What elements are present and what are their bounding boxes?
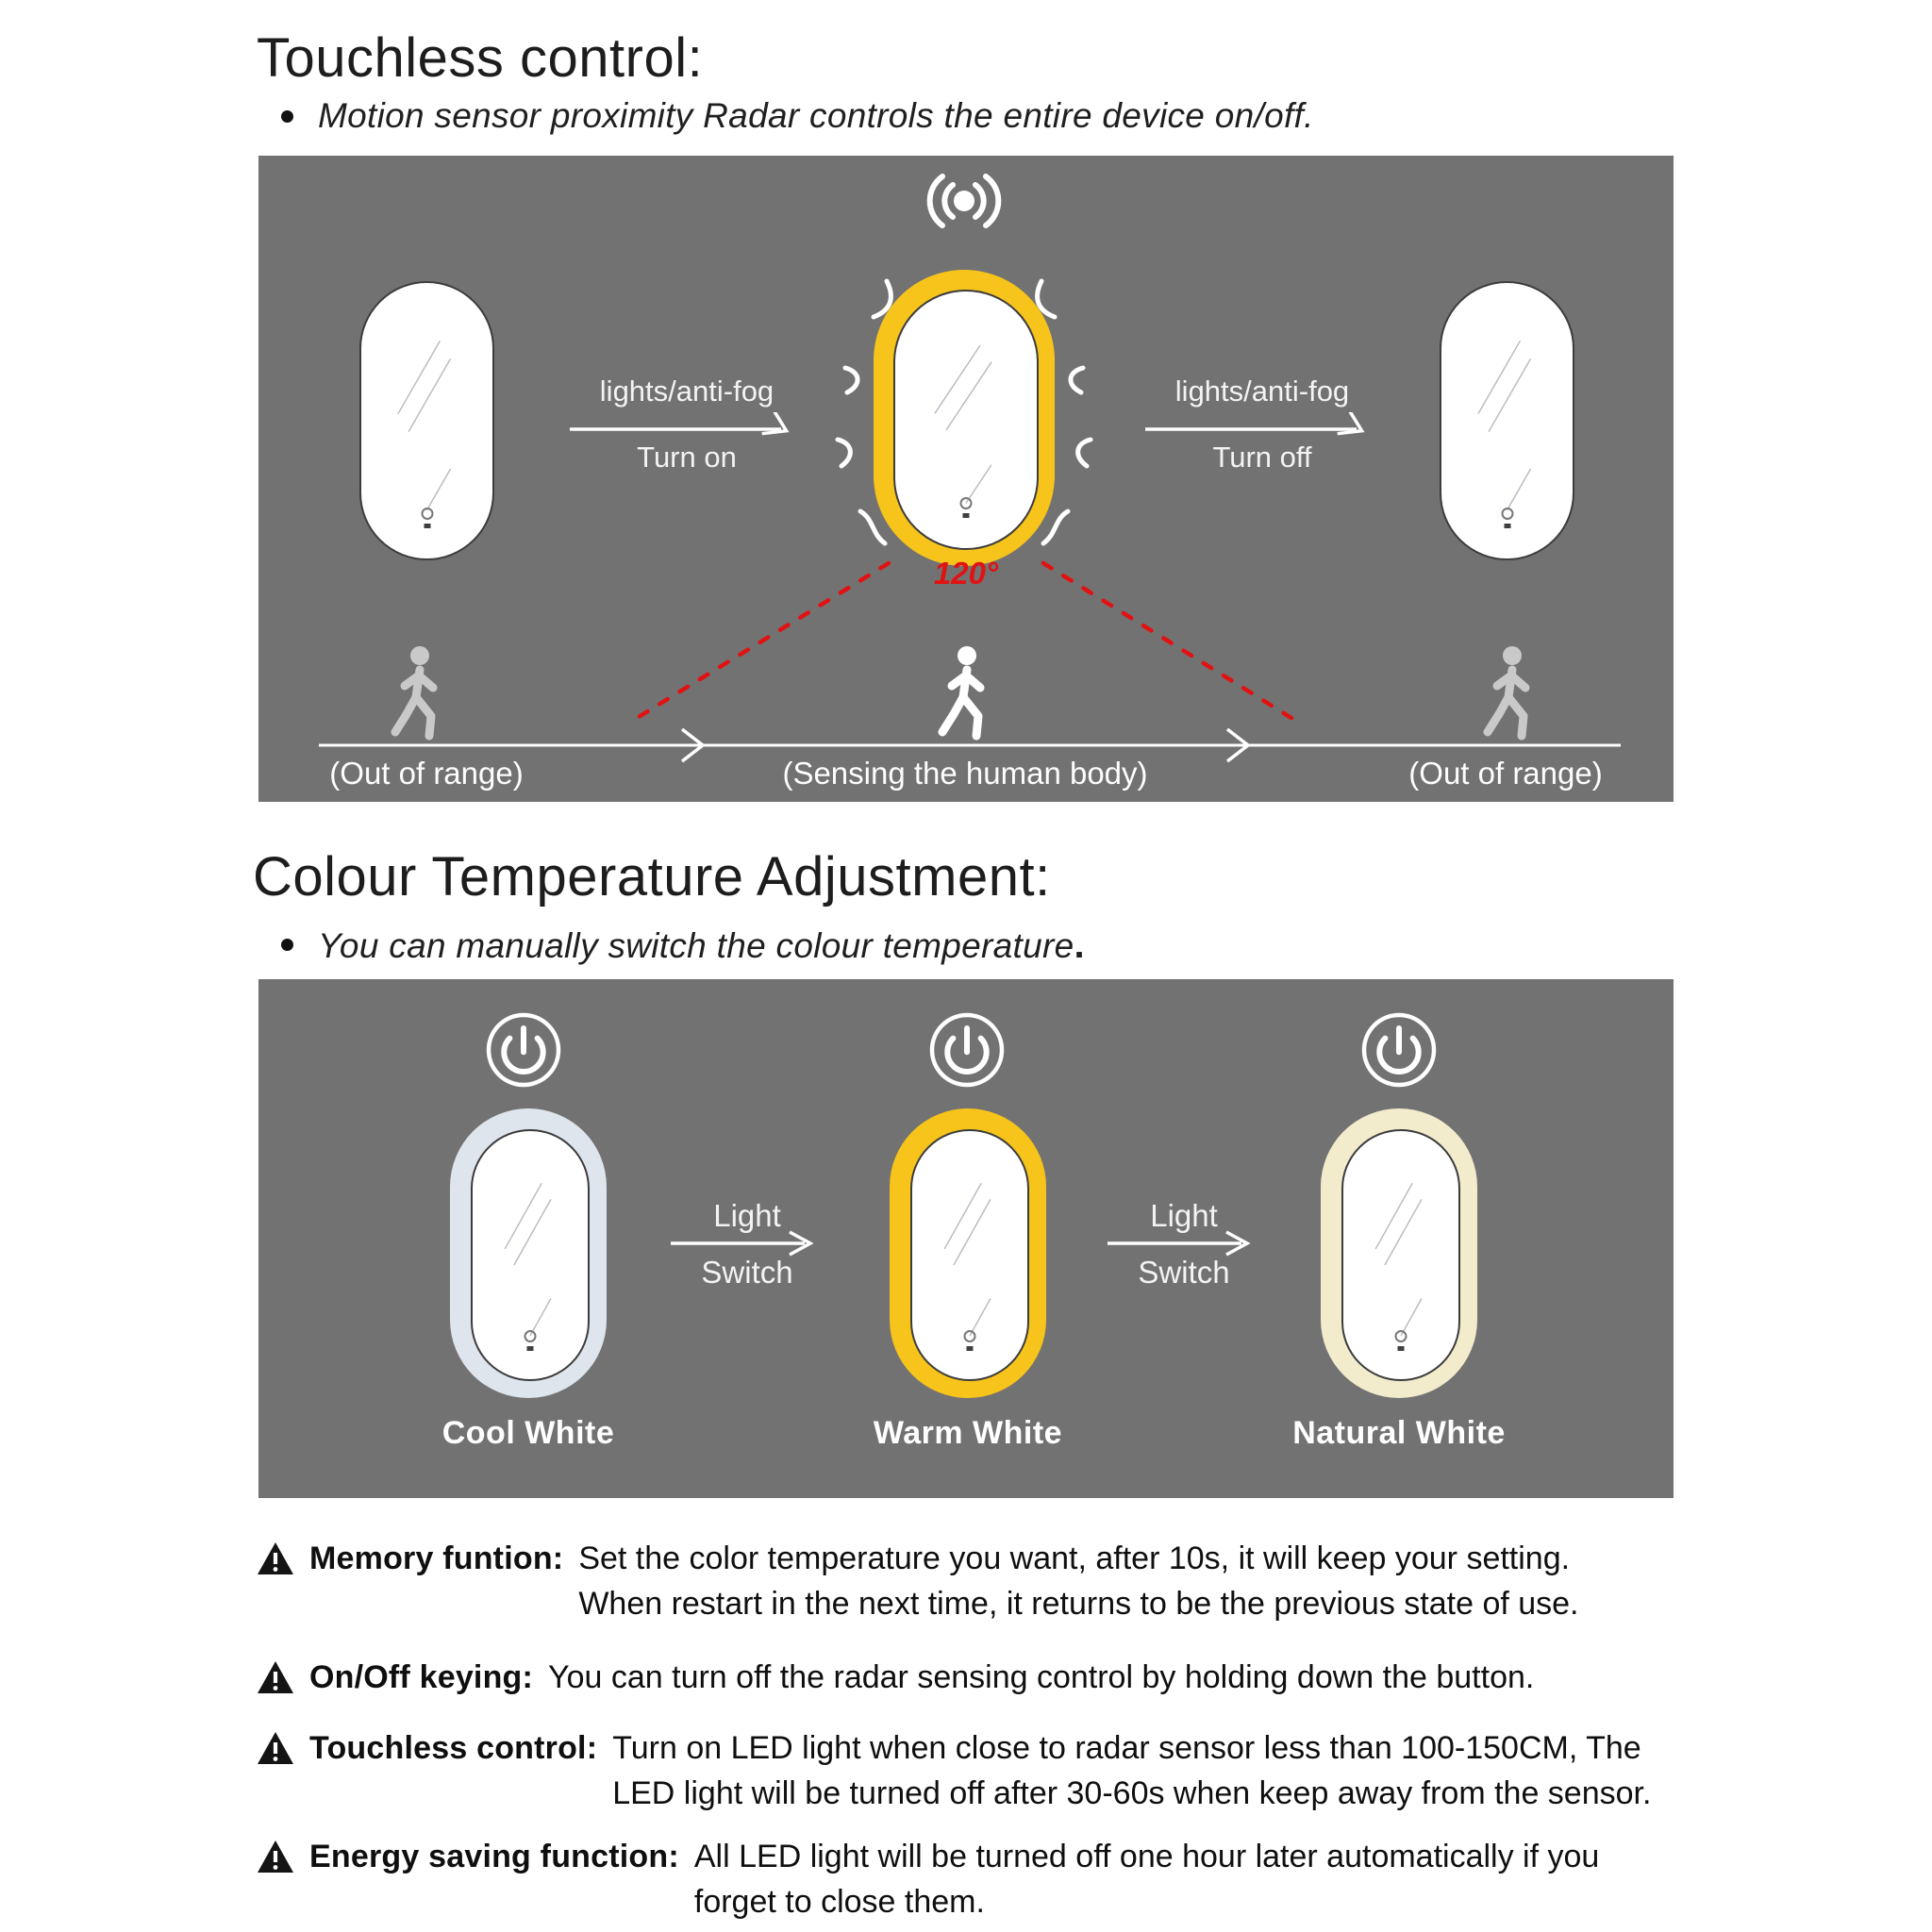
mirror-off-right (1440, 281, 1571, 557)
section2-bullet-text: You can manually switch the colour temperature. (318, 924, 1085, 966)
note-description (548, 1655, 1534, 1700)
note-line1: Turn on LED light when close to radar sensor less than 100-150CM, The (612, 1730, 1641, 1766)
label-cool-white: Cool White (441, 1415, 615, 1451)
arrow-right-icon (1104, 1230, 1264, 1257)
arrow-label-bottom: Turn on (637, 441, 737, 474)
warning-icon (257, 1660, 294, 1694)
note-line1: Set the color temperature you want, after 10s, it will keep your setting. (578, 1541, 1571, 1576)
note-touchless-control (257, 1725, 1675, 1816)
section2-title: Colour Temperature Adjustment: (253, 846, 1051, 908)
note-title: On/Off keying: (309, 1659, 534, 1695)
label-natural-white: Natural White (1292, 1415, 1506, 1451)
mirror-face (1440, 281, 1574, 560)
bold-period: . (1074, 924, 1085, 966)
sensing-angle-label: 120° (933, 556, 999, 591)
light-switch-arrow-2 (1104, 1198, 1264, 1289)
turn-off-arrow (1141, 375, 1383, 484)
arrow-label-bottom: Switch (1138, 1255, 1230, 1290)
section1-bullet-text: Motion sensor proximity Radar controls the entire device on/off. (318, 96, 1314, 135)
warning-icon (257, 1840, 294, 1874)
label-out-of-range-right: (Out of range) (1408, 756, 1603, 791)
mirror-sensor-dots (421, 508, 433, 528)
arrow-label-top: Light (713, 1198, 781, 1233)
note-title: Energy saving function: (309, 1839, 679, 1874)
mirror-face (910, 1129, 1029, 1381)
power-icon (1359, 1010, 1439, 1090)
mirror-on-center (874, 270, 1055, 566)
mirror-natural-white (1321, 1108, 1477, 1398)
power-icon (484, 1010, 563, 1090)
note-description (578, 1536, 1578, 1626)
mirror-sensor-dots (960, 497, 973, 518)
light-switch-arrow-1 (667, 1198, 827, 1289)
arrow-label-top: lights/anti-fog (599, 375, 774, 408)
label-warm-white: Warm White (873, 1415, 1063, 1451)
arrow-label-bottom: Switch (701, 1255, 793, 1290)
note-title: Touchless control: (309, 1730, 598, 1766)
mirror-cool-white (450, 1108, 607, 1398)
arrow-label-top: lights/anti-fog (1174, 375, 1350, 408)
note-title: Memory funtion: (309, 1541, 564, 1576)
label-out-of-range-left: (Out of range) (329, 756, 524, 791)
note-memory-function (257, 1536, 1675, 1626)
arrow-label-bottom: Turn off (1212, 441, 1312, 474)
note-line2: When restart in the next time, it returns to be the previous state of use. (578, 1586, 1579, 1622)
note-line1: All LED light will be turned off one hour later automatically if you (693, 1839, 1600, 1874)
note-line1: You can turn off the radar sensing control by holding down the button. (548, 1659, 1535, 1695)
mirror-face (893, 290, 1039, 550)
power-icon (927, 1010, 1007, 1090)
note-description (612, 1725, 1651, 1816)
mirror-sensor-dots (1395, 1330, 1407, 1351)
colour-temperature-panel (258, 979, 1674, 1498)
note-description (694, 1834, 1599, 1924)
mirror-off-left (359, 281, 491, 557)
note-line2: forget to close them. (693, 1884, 985, 1920)
section1-title: Touchless control: (257, 27, 704, 89)
mirror-sensor-dots (964, 1330, 976, 1351)
arrow-right-icon (667, 1230, 827, 1257)
warning-icon (257, 1541, 294, 1575)
note-on-off-keying (257, 1655, 1675, 1700)
arrow-label-top: Light (1150, 1198, 1218, 1233)
mirror-warm-white (890, 1108, 1046, 1398)
mirror-face (359, 281, 494, 560)
note-line2: LED light will be turned off after 30-60s when keep away from the sensor. (612, 1775, 1652, 1811)
radar-sensor-icon (922, 171, 1007, 231)
section2-bullet (281, 924, 1085, 967)
note-energy-saving (257, 1834, 1675, 1924)
section1-bullet (281, 96, 1314, 136)
touchless-diagram-panel (258, 156, 1674, 802)
bullet-dot (281, 939, 293, 951)
mirror-face (1341, 1129, 1460, 1381)
mirror-face (471, 1129, 590, 1381)
label-sensing-human-body: (Sensing the human body) (782, 756, 1148, 791)
mirror-sensor-dots (525, 1330, 537, 1351)
mirror-sensor-dots (1501, 508, 1513, 528)
bullet-dot (281, 110, 293, 123)
warning-icon (257, 1731, 294, 1765)
turn-on-arrow (566, 375, 808, 484)
